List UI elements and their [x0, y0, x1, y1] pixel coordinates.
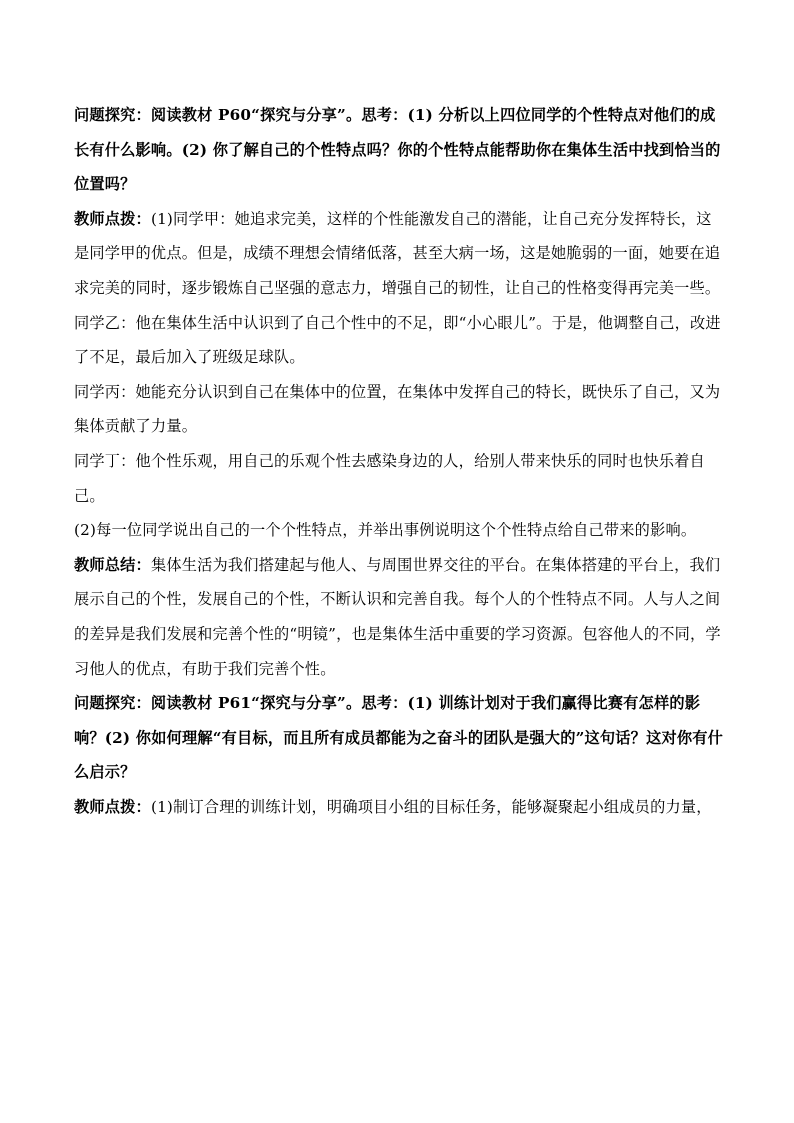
commentary-paragraph-1	[74, 202, 724, 306]
commentary-text: (1)同学甲：她追求完美，这样的个性能激发自己的潜能，让自己充分发挥特长，这是同学甲的优点。但是，成绩不理想会情绪低落，甚至大病一场，这是她脆弱的一面，她要在追求完美的同时，逐步锻炼自己坚强的意志力，增强自己的韧性，让自己的性格变得再完美一些。	[74, 209, 721, 297]
student-d-paragraph: 同学丁：他个性乐观，用自己的乐观个性去感染身边的人，给别人带来快乐的同时也快乐着自己。	[74, 451, 705, 505]
question-paragraph-1: 问题探究：阅读教材 P60“探究与分享”。思考：(1) 分析以上四位同学的个性特点对他们的成长有什么影响。(2) 你了解自己的个性特点吗？你的个性特点能帮助你在集体生活中找到恰当的位置吗？	[74, 106, 721, 194]
summary-lead: 教师总结：	[74, 555, 151, 574]
summary-text: 集体生活为我们搭建起与他人、与周围世界交往的平台。在集体搭建的平台上，我们展示自己的个性，发展自己的个性，不断认识和完善自我。每个人的个性特点不同。人与人之间的差异是我们发展和完善个性的“明镜”，也是集体生活中重要的学习资源。包容他人的不同，学习他人的优点，有助于我们完善个性。	[74, 555, 721, 678]
commentary-text-2: (1)制订合理的训练计划，明确项目小组的目标任务，能够凝聚起小组成员的力量，	[150, 797, 712, 816]
commentary-lead: 教师点拨：	[74, 209, 151, 228]
document-page	[74, 98, 724, 824]
question-paragraph-2: 问题探究：阅读教材 P61“探究与分享”。思考：(1) 训练计划对于我们赢得比赛有怎样的影响？(2) 你如何理解“有目标，而且所有成员都能为之奋斗的团队是强大的”这句话？这对你有什么启示？	[74, 694, 724, 782]
student-c-paragraph: 同学丙：她能充分认识到自己在集体中的位置，在集体中发挥自己的特长，既快乐了自己，又为集体贡献了力量。	[74, 382, 721, 436]
summary-paragraph	[74, 548, 724, 686]
student-b-paragraph: 同学乙：他在集体生活中认识到了自己个性中的不足，即“小心眼儿”。于是，他调整自己，改进了不足，最后加入了班级足球队。	[74, 313, 721, 367]
commentary-paragraph-2	[74, 790, 724, 825]
activity-paragraph: (2)每一位同学说出自己的一个个性特点，并举出事例说明这个个性特点给自己带来的影响。	[74, 521, 697, 540]
commentary-lead-2: 教师点拨：	[74, 797, 151, 816]
